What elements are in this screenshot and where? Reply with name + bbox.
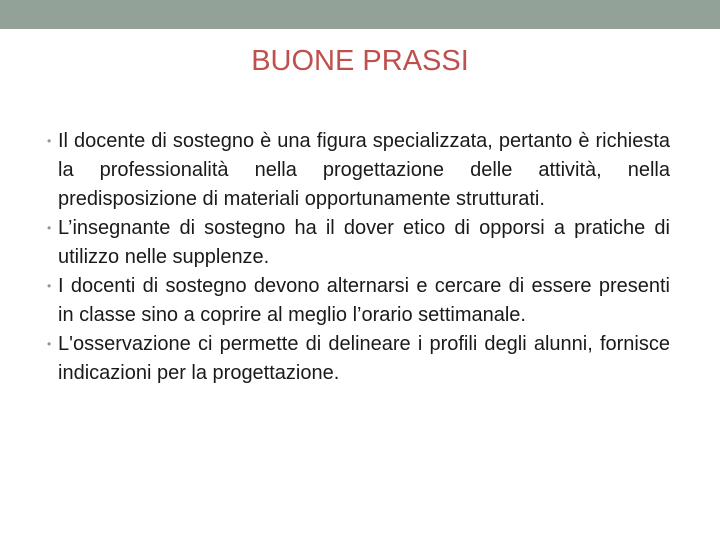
bullet-marker-icon: •	[47, 221, 52, 235]
bullet-item	[47, 127, 670, 214]
bullet-text: Il docente di sostegno è una figura specializzata, pertanto è richiesta la professionalità nella progettazione delle attività, nella predisposizione di materiali opportunamente strutturati.	[58, 130, 670, 210]
bullet-text: L’insegnante di sostegno ha il dover etico di opporsi a pratiche di utilizzo nelle supplenze.	[58, 217, 670, 268]
slide-title: BUONE PRASSI	[251, 45, 469, 77]
bullet-marker-icon: •	[47, 337, 52, 351]
bullet-marker-icon: •	[47, 134, 52, 148]
bullet-text: I docenti di sostegno devono alternarsi e cercare di essere presenti in classe sino a coprire al meglio l’orario settimanale.	[58, 275, 670, 326]
bullet-marker-icon: •	[47, 279, 52, 293]
bullet-list	[47, 127, 670, 388]
bullet-item	[47, 330, 670, 388]
bullet-item	[47, 272, 670, 330]
bullet-item	[47, 214, 670, 272]
top-accent-bar	[0, 0, 720, 29]
bullet-text: L'osservazione ci permette di delineare i profili degli alunni, fornisce indicazioni per la progettazione.	[58, 333, 670, 384]
